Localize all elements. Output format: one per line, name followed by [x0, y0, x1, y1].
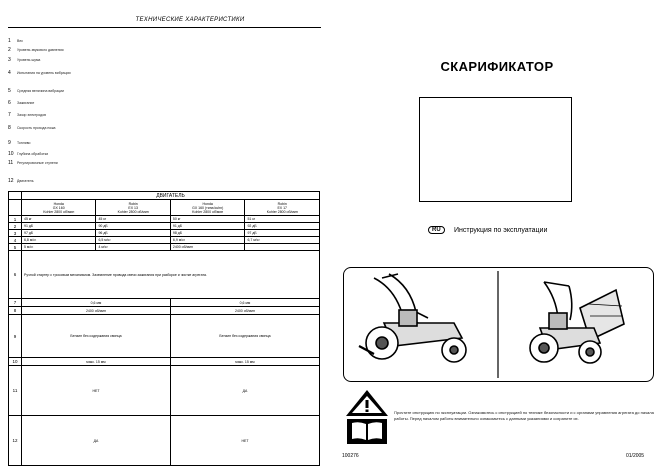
spec-item-label: Скорость прохода ножа [17, 126, 56, 130]
table-cell-half: ДА [22, 416, 171, 466]
engine-model: GX 160 (типа kuhn) [192, 205, 224, 210]
spec-title: ТЕХНИЧЕСКИЕ ХАРАКТЕРИСТИКИ [135, 17, 245, 23]
scarifier-illustration-left [359, 274, 466, 362]
table-cell-half: 2400 об/мин [170, 307, 319, 315]
spec-item [8, 100, 34, 106]
product-illustrations [343, 267, 654, 382]
engine-model: GX 160 [52, 205, 65, 210]
engine-brand: Honda [53, 201, 64, 206]
document-date: 01/2005 [626, 453, 645, 459]
table-corner [9, 200, 22, 216]
row-number: 5 [9, 244, 22, 251]
spec-item-label: Уровень шума [17, 58, 41, 62]
scarifier-illustration-right [530, 282, 624, 363]
spec-item-number: 2 [8, 47, 11, 53]
table-cell-half: НЕТ [22, 366, 171, 416]
engine-brand: Robin [277, 201, 287, 206]
engine-column-header [22, 200, 96, 216]
cover-image-frame [419, 97, 572, 202]
table-cell: 96 дБ [96, 230, 170, 237]
warning-triangle-icon [346, 390, 388, 416]
spec-item-number: 3 [8, 57, 11, 63]
spec-item-number: 9 [8, 140, 11, 146]
engine-note: Kohler 2800 об/мин [43, 209, 75, 214]
spec-item [8, 140, 30, 146]
engine-note: Kohler 2800 об/мин [192, 209, 224, 214]
table-title: ДВИГАТЕЛЬ [22, 192, 320, 200]
spec-item-label: Топливо [17, 141, 31, 145]
table-cell: 98 дБ [170, 230, 245, 237]
table-cell-half: Бензин без содержания свинца [22, 315, 171, 358]
table-cell: 50 кг [170, 216, 245, 223]
cover-title: СКАРИФИКАТОР [440, 59, 554, 74]
table-cell-half: НЕТ [170, 416, 319, 466]
engine-note: Kohler 2800 об/мин [117, 209, 149, 214]
spec-item [8, 38, 23, 44]
table-cell: 5 м/с² [22, 244, 96, 251]
table-cell: 91 дБ [170, 223, 245, 230]
engine-column-header [245, 200, 320, 216]
spec-item-label: Зазор электродов [17, 113, 46, 117]
row-number: 4 [9, 237, 22, 244]
row-number: 8 [9, 307, 22, 315]
engine-model: EX 13 [128, 205, 138, 210]
spec-item-label: Средняя величина вибрации [17, 89, 64, 93]
engine-column-header [96, 200, 170, 216]
table-cell: 6,8 м/с² [22, 237, 96, 244]
spec-item [8, 112, 46, 118]
spec-item-number: 12 [8, 178, 14, 184]
table-cell: 6,7 м/с² [245, 237, 320, 244]
table-cell: 2400 об/мин [170, 244, 245, 251]
spec-item-number: 5 [8, 88, 11, 94]
table-cell: 6,5 м/с² [96, 237, 170, 244]
table-cell-half: 0,6 мм [170, 299, 319, 307]
engine-brand: Robin [128, 201, 138, 206]
row-number: 9 [9, 315, 22, 358]
spec-item [8, 88, 64, 94]
row-number: 12 [9, 416, 22, 466]
table-cell: 45 кг [22, 216, 96, 223]
table-cell: 6,9 м/с² [170, 237, 245, 244]
read-manual-icon [347, 419, 387, 444]
engine-brand: Honda [202, 201, 213, 206]
row-number: 10 [9, 358, 22, 366]
table-cell: 4 м/с² [96, 244, 170, 251]
table-cell: 45 кг [96, 216, 170, 223]
language-badge: RU [428, 226, 445, 234]
spec-item-number: 4 [8, 70, 11, 76]
spec-item-label: Уровень звукового давления [17, 48, 64, 52]
row-number: 3 [9, 230, 22, 237]
spec-item [8, 160, 58, 166]
title-rule [8, 27, 321, 28]
table-cell: 92 дБ [245, 223, 320, 230]
warning-symbols [344, 388, 390, 451]
spec-item [8, 47, 64, 53]
row-number: 1 [9, 216, 22, 223]
row-number: 11 [9, 366, 22, 416]
table-cell-half: макс. 15 мм [22, 358, 171, 366]
table-cell: 90 дБ [96, 223, 170, 230]
spec-item-number: 6 [8, 100, 11, 106]
spec-item [8, 151, 48, 157]
spec-item [8, 57, 40, 63]
spec-item-label: Двигатель [17, 179, 34, 183]
spec-item-number: 8 [8, 125, 11, 131]
spec-item-label: Испытания на уровень вибрации [17, 71, 71, 75]
engine-column-header [170, 200, 245, 216]
table-cell-wide: Ручной стартер с тросовым механизмом. Заземление провода свечи зажигания при разборке и чистке агрегата. [22, 251, 320, 299]
table-cell-half: макс. 15 мм [170, 358, 319, 366]
table-cell-half: Бензин без содержания свинца [170, 315, 319, 358]
spec-item [8, 125, 56, 131]
spec-item-number: 10 [8, 151, 14, 157]
spec-item-label: Глубина обработки [17, 152, 49, 156]
table-cell: 97 дБ [22, 230, 96, 237]
row-number: 2 [9, 223, 22, 230]
row-number: 7 [9, 299, 22, 307]
table-corner [9, 192, 22, 200]
spec-item-number: 11 [8, 160, 14, 166]
table-cell: 97 дБ [245, 230, 320, 237]
spec-item-label: Вес [17, 39, 24, 43]
table-cell: 51 кг [245, 216, 320, 223]
engine-note: Kohler 2800 об/мин [266, 209, 298, 214]
row-number: 6 [9, 251, 22, 299]
table-cell-half: 0,6 мм [22, 299, 171, 307]
spec-item-label: Зажигание [17, 101, 35, 105]
table-cell [245, 244, 320, 251]
engine-model: EX 17 [277, 205, 288, 210]
warning-text: Прочтите инструкцию по эксплуатации. Ознакомьтесь с инструкцией по технике безопасности и с органами управления агрегата до начала работы. Перед началом работы внимательно ознакомьтесь с данными указаниями и сохраните их. [394, 410, 654, 421]
spec-item [8, 178, 34, 184]
spec-item [8, 70, 71, 76]
spec-item-label: Регулировочные ступени [17, 161, 58, 165]
table-cell-half: ДА [170, 366, 319, 416]
table-cell-half: 2400 об/мин [22, 307, 171, 315]
table-cell: 91 дБ [22, 223, 96, 230]
engine-table [8, 191, 320, 466]
spec-item-number: 1 [8, 38, 11, 44]
spec-item-number: 7 [8, 112, 11, 118]
manual-label: Инструкция по эксплуатации [454, 227, 548, 234]
document-code: 100276 [342, 453, 359, 459]
